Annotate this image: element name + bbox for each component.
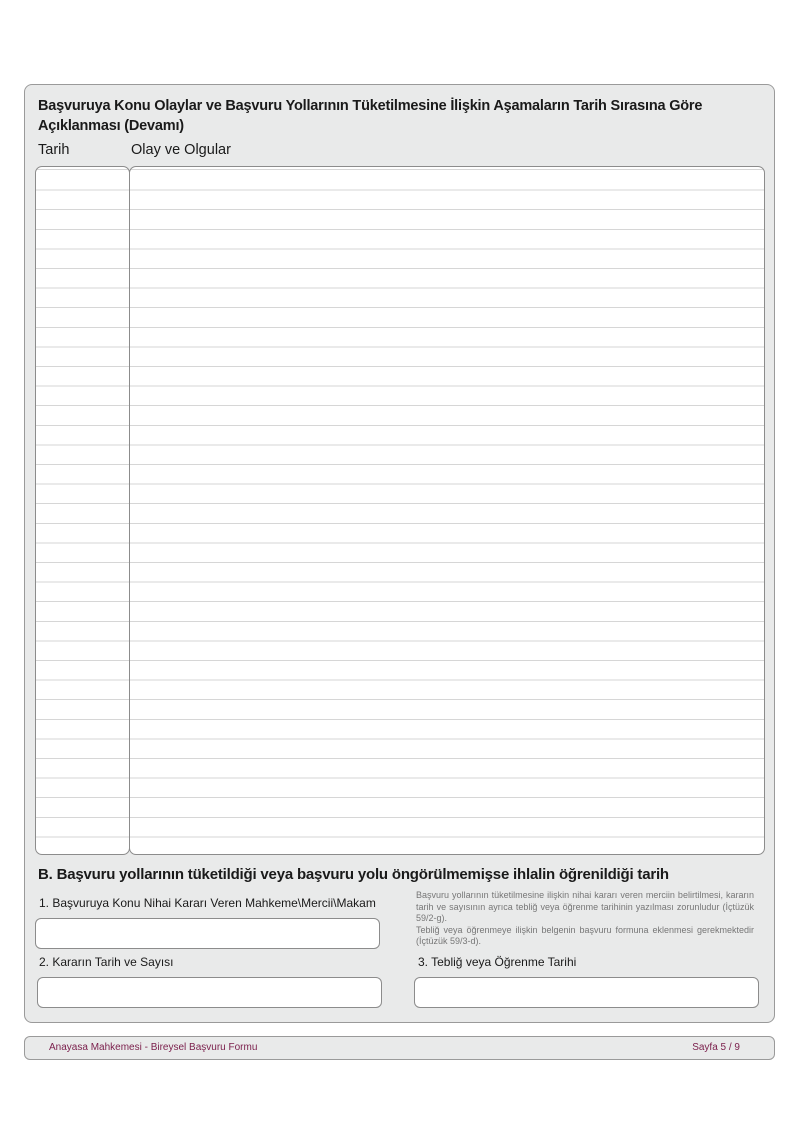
page-number: Sayfa 5 / 9	[692, 1042, 740, 1053]
notification-date-field[interactable]	[414, 977, 759, 1008]
form-panel	[24, 84, 775, 1023]
date-column-header: Tarih	[38, 142, 70, 158]
decision-date-number-field[interactable]	[37, 977, 382, 1008]
section-b-title: B. Başvuru yollarının tüketildiği veya başvuru yolu öngörülmemişse ihlalin öğrenildiği tarih	[38, 866, 669, 883]
footer-form-title: Anayasa Mahkemesi - Bireysel Başvuru Formu	[49, 1042, 258, 1053]
instruction-note-2: Tebliğ veya öğrenmeye ilişkin belgenin başvuru formuna eklenmesi gerekmektedir (İçtüzük 59/3-d).	[416, 924, 754, 946]
instruction-note-1: Başvuru yollarının tüketilmesine ilişkin nihai kararı veren merciin belirtilmesi, kararın tarih ve sayısının ayrıca tebliğ veya öğrenme tarihinin yazılması zorunludur (İçtüzük 59/2-g).	[416, 890, 754, 923]
final-decision-authority-field[interactable]	[35, 918, 380, 949]
page-footer	[24, 1036, 775, 1060]
final-decision-authority-label: 1. Başvuruya Konu Nihai Kararı Veren Mahkeme\Mercii\Makam	[39, 896, 376, 910]
events-entry-area[interactable]	[129, 166, 765, 855]
events-column-header: Olay ve Olgular	[131, 142, 231, 158]
instruction-note	[416, 890, 754, 948]
notification-date-label: 3. Tebliğ veya Öğrenme Tarihi	[418, 955, 577, 969]
date-entry-area[interactable]	[35, 166, 130, 855]
section-a-title: Başvuruya Konu Olaylar ve Başvuru Yollarının Tüketilmesine İlişkin Aşamaların Tarih Sırasına Göre Açıklanması (Devamı)	[38, 98, 703, 134]
decision-date-number-label: 2. Kararın Tarih ve Sayısı	[39, 955, 174, 969]
